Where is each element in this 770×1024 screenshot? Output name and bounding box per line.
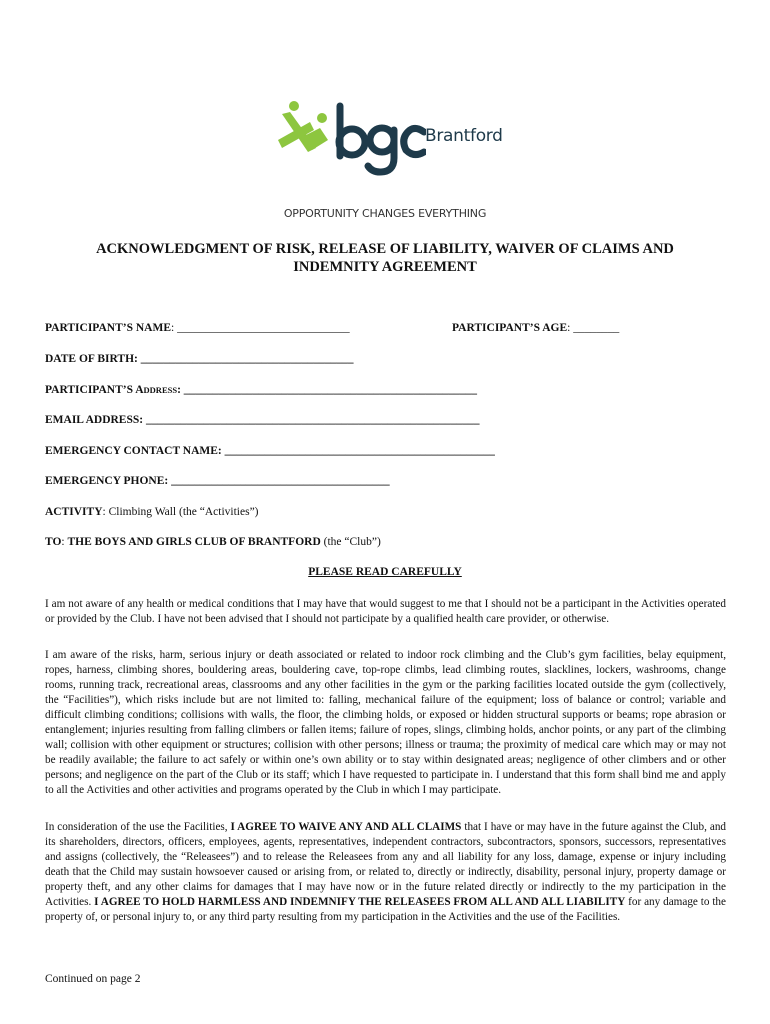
tagline: OPPORTUNITY CHANGES EVERYTHING <box>283 207 487 220</box>
emergency-contact-blank[interactable]: _______________________________________________ <box>224 445 495 457</box>
address-blank[interactable]: ___________________________________________________ <box>183 384 478 396</box>
page-title: ACKNOWLEDGMENT OF RISK, RELEASE OF LIABILITY, WAIVER OF CLAIMS AND INDEMNITY AGREEMENT <box>96 241 674 275</box>
date-of-birth-field[interactable] <box>45 353 354 365</box>
emergency-contact-label: EMERGENCY CONTACT NAME: <box>45 445 225 457</box>
to-line <box>45 536 381 548</box>
to-value: THE BOYS AND GIRLS CLUB OF BRANTFORD <box>67 536 321 548</box>
participant-name-colon: : <box>171 322 175 334</box>
risk-paragraph: I am aware of the risks, harm, serious injury or death associated or related to indoor rock climbing and the Club’s gym facilities, belay equipment, ropes, harness, climbing shores, bouldering areas, bouldering cave, top-rope climbs, lead climbing routes, slacklines, lockers, washrooms, change rooms, running track, recreational areas, classrooms and any other facilities in the gym or the parking facilities located outside the gym (collectively, the “Facilities”), which risks include but are not limited to: falling, mechanical failure of the equipment; loss of balance or control; variable and difficult climbing conditions; collisions with walls, the floor, the climbing holds, or exposed or hidden structural supports or beams; rope abrasion or entanglement; injuries resulting from falling climbers or fallen items; failure of ropes, slings, climbing holds, anchor points, or any part of the climbing wall; collision with other equipment or structures; collision with other persons; illness or trauma; the proximity of medical care which may or may not be readily available; the failure to act safely or within one’s own ability or to stay within designated areas; negligence of other climbers and or other persons; and negligence on the part of the Club or its staff; which I have requested to participate in. I understand that this form shall bind me and apply to all the Activities and other activities and programs operated by the Club in which I may participate. <box>45 649 726 796</box>
activity-value: : Climbing Wall (the “Activities”) <box>102 506 259 518</box>
emergency-phone-label: EMERGENCY PHONE: <box>45 475 172 487</box>
participant-age-colon: : <box>567 322 571 334</box>
participant-name-field[interactable] <box>45 322 350 334</box>
to-label: TO <box>45 536 62 548</box>
emergency-phone-field[interactable] <box>45 475 390 487</box>
participant-name-blank[interactable]: ______________________________ <box>177 322 350 334</box>
date-of-birth-blank[interactable]: _____________________________________ <box>140 353 354 365</box>
email-blank[interactable]: __________________________________________________________ <box>145 414 480 426</box>
emergency-contact-field[interactable] <box>45 445 495 457</box>
continued-note: Continued on page 2 <box>45 973 141 985</box>
participant-age-label: PARTICIPANT’S AGE <box>452 322 568 334</box>
health-paragraph: I am not aware of any health or medical conditions that I may have that would suggest to me that I should not be a participant in the Activities operated or provided by the Club. I have not been advised that I should not participate by a qualified health care provider, or otherwise. <box>45 598 726 625</box>
emergency-phone-blank[interactable]: ______________________________________ <box>171 475 390 487</box>
waiver-paragraph: In consideration of the use the Facilities, I AGREE TO WAIVE ANY AND ALL CLAIMS that I have or may have in the future against the Club, and its shareholders, directors, officers, employees, agents, representatives, independent contractors, subcontractors, sponsors, successors, representatives and assigns (collectively, the “Releasees”) and to release the Releasees from any and all liability for any loss, damage, expense or injury including death that the Child may sustain howsoever caused or arising from, or related to, directly or indirectly, disability, personal injury, property damage or property theft, and any other claims for damages that I may have now or in the future related directly or indirectly to the my participation in the Activities. I AGREE TO HOLD HARMLESS AND INDEMNIFY THE RELEASEES FROM ALL AND ALL LIABILITY for any damage to the property of, or personal injury to, or any third party resulting from my participation in the Activities and the use of the Facilities. <box>45 821 727 923</box>
to-suffix: (the “Club”) <box>320 536 381 548</box>
participant-name-label: PARTICIPANT’S NAME <box>45 322 171 334</box>
address-label: PARTICIPANT’S ADDRESS: <box>45 384 184 396</box>
email-field[interactable] <box>45 414 479 426</box>
address-field[interactable] <box>45 384 477 396</box>
to-colon: : <box>61 536 68 548</box>
participant-age-field[interactable] <box>452 322 619 334</box>
participant-age-blank[interactable]: ________ <box>573 322 620 334</box>
please-read-heading: PLEASE READ CAREFULLY <box>308 566 462 578</box>
brand-location: Brantford <box>425 126 503 146</box>
bgc-logo-mark-icon <box>276 100 426 180</box>
date-of-birth-label: DATE OF BIRTH: <box>45 353 141 365</box>
activity-line <box>45 506 259 518</box>
activity-label: ACTIVITY <box>45 506 103 518</box>
email-label: EMAIL ADDRESS: <box>45 414 146 426</box>
